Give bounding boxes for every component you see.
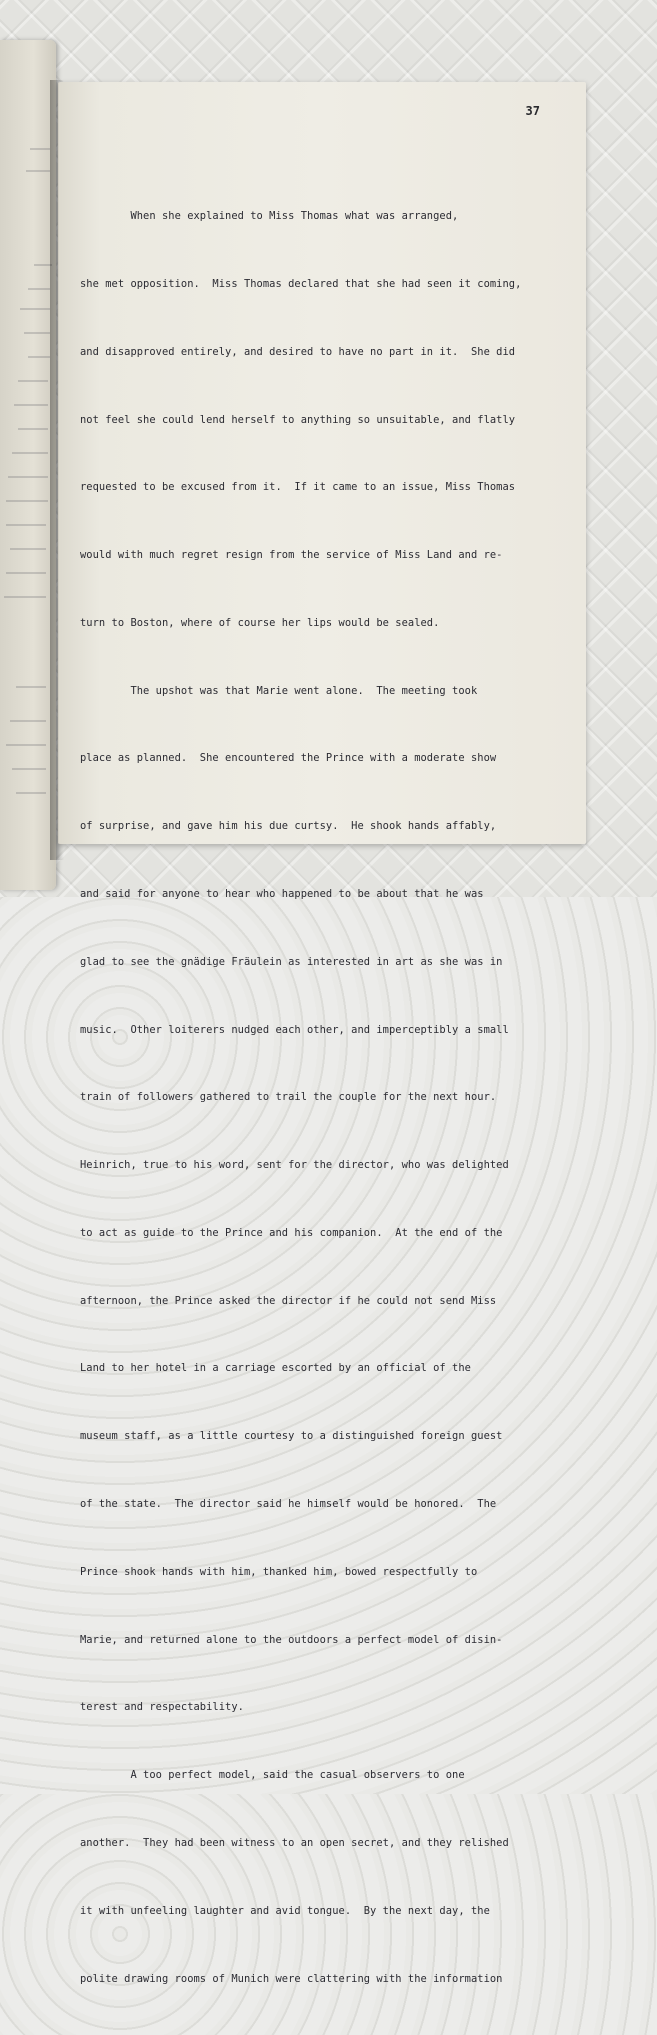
text-line: Marie, and returned alone to the outdoors a perfect model of disin- xyxy=(80,1633,503,1646)
text-line: place as planned. She encountered the Prince with a moderate show xyxy=(80,752,497,765)
text-line: of surprise, and gave him his due curtsy. He shook hands affably, xyxy=(80,820,497,833)
text-line: The upshot was that Marie went alone. The meeting took xyxy=(80,684,478,697)
text-line: to act as guide to the Prince and his companion. At the end of the xyxy=(80,1226,503,1239)
text-line: glad to see the gnädige Fräulein as interested in art as she was in xyxy=(80,955,503,968)
text-line: turn to Boston, where of course her lips would be sealed. xyxy=(80,616,440,629)
text-line: terest and respectability. xyxy=(80,1701,244,1714)
text-line: she met opposition. Miss Thomas declared that she had seen it coming, xyxy=(80,277,522,290)
page-body xyxy=(80,160,560,2035)
text-line: not feel she could lend herself to anything so unsuitable, and flatly xyxy=(80,413,516,426)
text-line: it with unfeeling laughter and avid tongue. By the next day, the xyxy=(80,1904,490,1917)
text-line: museum staff, as a little courtesy to a distinguished foreign guest xyxy=(80,1430,503,1443)
text-line: afternoon, the Prince asked the director if he could not send Miss xyxy=(80,1294,497,1307)
text-line: and disapproved entirely, and desired to have no part in it. She did xyxy=(80,345,516,358)
typed-page xyxy=(58,82,586,1985)
text-line: When she explained to Miss Thomas what was arranged, xyxy=(80,210,459,223)
text-line: would with much regret resign from the service of Miss Land and re- xyxy=(80,549,503,562)
text-line: of the state. The director said he himself would be honored. The xyxy=(80,1498,497,1511)
text-line: A too perfect model, said the casual observers to one xyxy=(80,1769,465,1782)
text-line: Prince shook hands with him, thanked him, bowed respectfully to xyxy=(80,1565,478,1578)
text-line: another. They had been witness to an open secret, and they relished xyxy=(80,1836,509,1849)
text-line: polite drawing rooms of Munich were clattering with the information xyxy=(80,1972,503,1985)
text-line: requested to be excused from it. If it came to an issue, Miss Thomas xyxy=(80,481,516,494)
page-number: 37 xyxy=(525,104,540,118)
text-line: and said for anyone to hear who happened to be about that he was xyxy=(80,888,484,900)
text-line: train of followers gathered to trail the couple for the next hour. xyxy=(80,1091,497,1104)
text-line: music. Other loiterers nudged each other, and imperceptibly a small xyxy=(80,1023,509,1036)
left-page-edge xyxy=(0,40,56,890)
text-line: Heinrich, true to his word, sent for the director, who was delighted xyxy=(80,1159,509,1172)
text-line: Land to her hotel in a carriage escorted by an official of the xyxy=(80,1362,471,1375)
